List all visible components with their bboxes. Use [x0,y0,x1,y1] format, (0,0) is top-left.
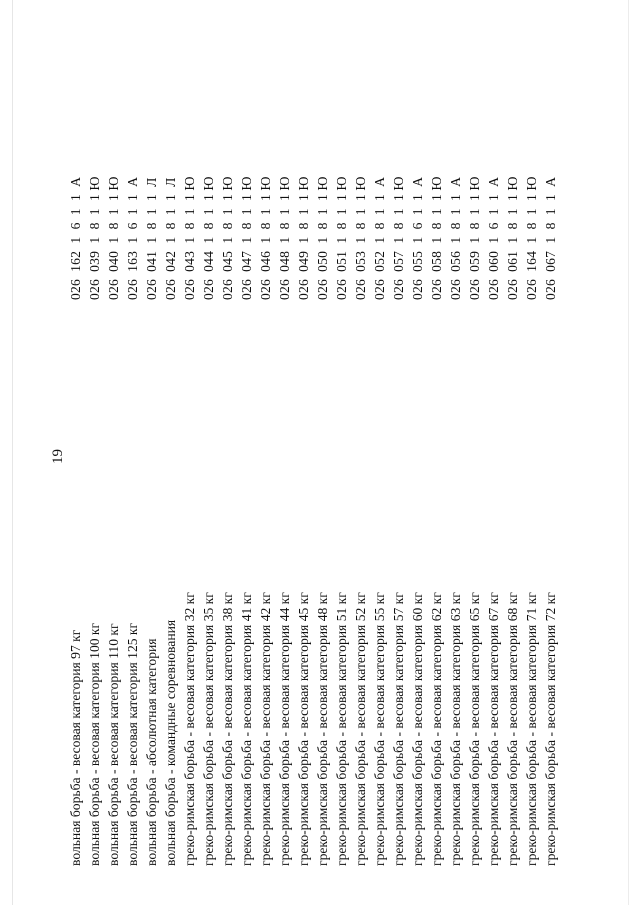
discipline-code: 026 050 1 8 1 1 Ю [315,176,330,300]
discipline-code: 026 067 1 8 1 1 А [543,176,558,300]
discipline-name: греко-римская борьба - весовая категория 51 кг [334,592,349,866]
discipline-code: 026 040 1 8 1 1 Ю [106,176,121,300]
discipline-name: греко-римская борьба - весовая категория 48 кг [315,592,330,866]
discipline-code: 026 052 1 8 1 1 А [372,176,387,300]
discipline-name: вольная борьба - весовая категория 97 кг [68,629,83,866]
discipline-code: 026 163 1 6 1 1 А [125,176,140,300]
discipline-code: 026 164 1 8 1 1 Ю [524,176,539,300]
discipline-name: вольная борьба - весовая категория 100 кг [87,622,102,866]
table-row [142,106,161,866]
table-row [408,106,427,866]
table-row [465,106,484,866]
discipline-code: 026 059 1 8 1 1 Ю [467,176,482,300]
discipline-code: 026 046 1 8 1 1 Ю [258,176,273,300]
table-row [351,106,370,866]
discipline-name: греко-римская борьба - весовая категория 62 кг [429,592,444,866]
discipline-name: греко-римская борьба - весовая категория 67 кг [486,592,501,866]
table-row [522,106,541,866]
discipline-code: 026 053 1 8 1 1 Ю [353,176,368,300]
discipline-name: вольная борьба - весовая категория 110 кг [106,623,121,866]
table-row [66,106,85,866]
table-row [85,106,104,866]
discipline-name: греко-римская борьба - весовая категория 71 кг [524,592,539,866]
discipline-code: 026 058 1 8 1 1 Ю [429,176,444,300]
table-row [370,106,389,866]
discipline-code: 026 056 1 8 1 1 А [448,176,463,300]
scan-edge-right [628,0,629,905]
discipline-code: 026 162 1 6 1 1 А [68,176,83,300]
table-row [503,106,522,866]
discipline-name: греко-римская борьба - весовая категория 42 кг [258,592,273,866]
discipline-name: греко-римская борьба - весовая категория 57 кг [391,592,406,866]
table-row [446,106,465,866]
discipline-code: 026 045 1 8 1 1 Ю [220,176,235,300]
table-row [332,106,351,866]
discipline-name: вольная борьба - командные соревнования [163,619,178,866]
discipline-code: 026 051 1 8 1 1 Ю [334,176,349,300]
discipline-name: греко-римская борьба - весовая категория 65 кг [467,592,482,866]
discipline-name: вольная борьба - весовая категория 125 кг [125,622,140,866]
discipline-name: греко-римская борьба - весовая категория 72 кг [543,592,558,866]
discipline-code: 026 048 1 8 1 1 Ю [277,176,292,300]
discipline-code: 026 043 1 8 1 1 Ю [182,176,197,300]
discipline-name: греко-римская борьба - весовая категория 41 кг [239,592,254,866]
discipline-name: греко-римская борьба - весовая категория 68 кг [505,592,520,866]
discipline-name: греко-римская борьба - весовая категория 32 кг [182,592,197,866]
table-row [104,106,123,866]
table-row [294,106,313,866]
discipline-code: 026 057 1 8 1 1 Ю [391,176,406,300]
table-row [541,106,560,866]
discipline-code: 026 055 1 6 1 1 А [410,176,425,300]
table-row [484,106,503,866]
discipline-name: греко-римская борьба - весовая категория 38 кг [220,592,235,866]
discipline-name: греко-римская борьба - весовая категория 55 кг [372,592,387,866]
table-row [218,106,237,866]
discipline-name: греко-римская борьба - весовая категория 45 кг [296,592,311,866]
discipline-code: 026 039 1 8 1 1 Ю [87,176,102,300]
discipline-name: греко-римская борьба - весовая категория 35 кг [201,592,216,866]
discipline-name: вольная борьба - абсолютная категория [144,638,159,866]
discipline-code: 026 061 1 8 1 1 Ю [505,176,520,300]
table-row [256,106,275,866]
scan-edge-left [12,0,13,905]
page-number: 19 [50,449,66,464]
table-row [180,106,199,866]
discipline-name: греко-римская борьба - весовая категория 60 кг [410,592,425,866]
table-row [161,106,180,866]
discipline-code: 026 049 1 8 1 1 Ю [296,176,311,300]
sports-code-table [66,106,560,866]
discipline-code: 026 044 1 8 1 1 Ю [201,176,216,300]
table-row [389,106,408,866]
table-row [427,106,446,866]
table-row [123,106,142,866]
table-row [199,106,218,866]
discipline-code: 026 047 1 8 1 1 Ю [239,176,254,300]
table-row [275,106,294,866]
discipline-code: 026 060 1 6 1 1 А [486,176,501,300]
table-row [237,106,256,866]
discipline-code: 026 041 1 8 1 1 Л [144,177,159,300]
rotated-content [50,106,566,866]
table-row [313,106,332,866]
discipline-name: греко-римская борьба - весовая категория 52 кг [353,592,368,866]
discipline-name: греко-римская борьба - весовая категория 44 кг [277,592,292,866]
discipline-code: 026 042 1 8 1 1 Л [163,177,178,300]
discipline-name: греко-римская борьба - весовая категория 63 кг [448,592,463,866]
